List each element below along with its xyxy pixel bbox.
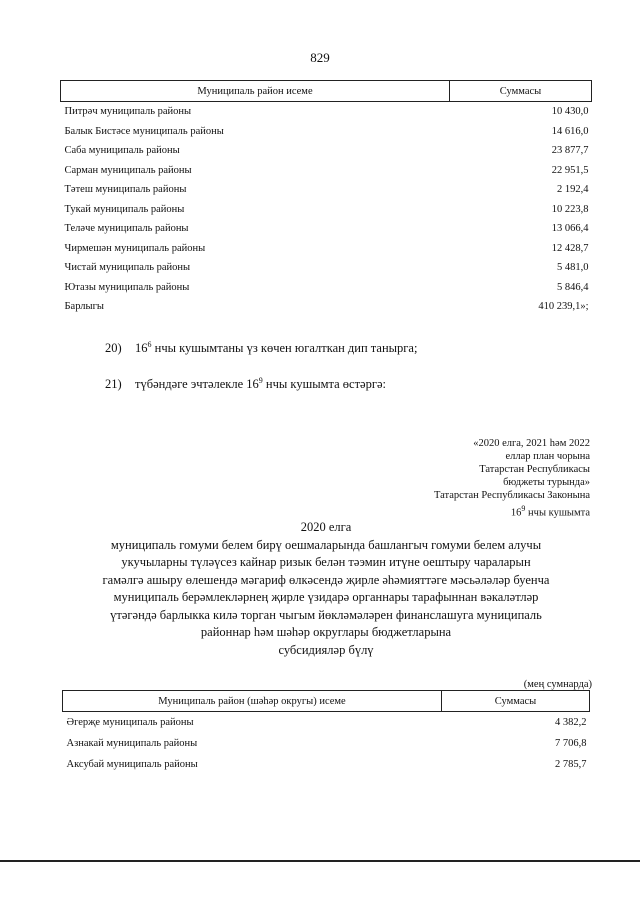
column-header-amount: Суммасы — [442, 691, 590, 712]
subsidy-table — [62, 690, 590, 775]
district-amount: 5 846,4 — [557, 281, 589, 293]
table-row — [61, 219, 592, 239]
district-name: Чирмешән муниципаль районы — [64, 242, 206, 254]
title-line: муниципаль берәмлекләрнең җирле үзидарә органнары тарафыннан вәкаләтләр — [113, 590, 539, 604]
note-line: Татарстан Республикасы Законына — [433, 490, 590, 501]
note-text-end: нчы кушымта — [525, 507, 590, 519]
total-label: Барлыгы — [64, 301, 104, 313]
table-header-row — [63, 691, 590, 712]
district-name: Саба муниципаль районы — [64, 145, 180, 157]
note-line — [434, 502, 590, 520]
table-header-row — [61, 81, 592, 102]
item-text-end: нчы кушымта өстәргә: — [262, 377, 386, 392]
units-label: (мең сумнарда) — [523, 679, 592, 690]
district-amount: 12 428,7 — [551, 242, 589, 254]
district-amount: 13 066,4 — [551, 223, 589, 235]
item-number: 21) — [105, 377, 122, 392]
district-name: Ютазы муниципаль районы — [64, 281, 190, 293]
column-header-name: Муниципаль район исеме — [61, 81, 450, 102]
item-text-start: түбәндәге эчтәлекле 16 — [135, 377, 259, 392]
district-amount: 10 223,8 — [551, 203, 589, 215]
district-name: Питрәч муниципаль районы — [64, 106, 192, 118]
title-line: муниципаль гомуми белем бирү оешмаларында башлангыч гомуми белем алучы — [110, 537, 542, 552]
district-name: Аксубай муниципаль районы — [66, 759, 198, 770]
subsidy-table-continued — [60, 80, 592, 317]
title-line: гамәлгә ашыру өлешендә мәгариф өлкәсендә җирле әһәмияттәге мәсьәләләр буенча — [102, 572, 550, 587]
note-superscript: 9 — [521, 504, 526, 513]
district-amount: 4 382,2 — [555, 717, 587, 728]
table-row — [61, 258, 592, 278]
column-header-amount: Суммасы — [450, 81, 592, 102]
title-line: субсидияләр бүлү — [278, 642, 374, 657]
item-20 — [105, 340, 417, 356]
table-row — [63, 733, 590, 754]
district-amount: 7 706,8 — [555, 738, 587, 749]
table-row — [63, 754, 590, 775]
table-row — [61, 102, 592, 122]
district-name: Сарман муниципаль районы — [64, 164, 192, 176]
title-line: укучыларны түләүсез кайнар ризык белән тәэмин итүне оештыру чараларын — [121, 555, 531, 569]
item-superscript: 9 — [258, 376, 263, 385]
district-amount: 23 877,7 — [551, 145, 589, 157]
district-name: Тукай муниципаль районы — [64, 203, 185, 215]
district-name: Әгерҗе муниципаль районы — [66, 717, 194, 728]
district-name: Балык Бистәсе муниципаль районы — [64, 125, 224, 137]
title-line: 2020 елга — [300, 520, 352, 534]
title-line: үтәгәндә барлыкка килә торган чыгым йөкләмәләрен финанслашуга муниципаль — [110, 607, 542, 622]
appendix-note — [434, 437, 590, 520]
item-text-end: нчы кушымтаны үз көчен югалткан дип танырга; — [151, 341, 418, 356]
district-amount: 5 481,0 — [557, 262, 589, 274]
appendix-title — [60, 519, 592, 659]
item-superscript: 6 — [147, 340, 152, 349]
district-name: Чистай муниципаль районы — [64, 262, 191, 274]
title-line: районнар һәм шәһәр округлары бюджетларына — [200, 625, 452, 639]
table-row — [61, 161, 592, 181]
bottom-rule — [0, 860, 640, 862]
district-amount: 10 430,0 — [551, 106, 589, 118]
item-text-start: 16 — [135, 341, 148, 356]
note-line: «2020 елга, 2021 һәм 2022 — [473, 438, 590, 449]
table-row — [61, 141, 592, 161]
table-row — [61, 239, 592, 259]
total-amount: 410 239,1»; — [538, 301, 589, 313]
item-21 — [105, 376, 386, 392]
district-name: Азнакай муниципаль районы — [66, 738, 198, 749]
district-amount: 2 785,7 — [555, 759, 587, 770]
district-amount: 2 192,4 — [557, 184, 589, 196]
note-line: еллар план чорына — [505, 451, 590, 462]
table-row — [61, 278, 592, 298]
note-text-start: 16 — [510, 507, 522, 519]
column-header-name: Муниципаль район (шәһәр округы) исеме — [63, 691, 442, 712]
district-amount: 22 951,5 — [551, 164, 589, 176]
note-line: Татарстан Республикасы — [479, 464, 590, 475]
table-row — [63, 712, 590, 734]
note-line: бюджеты турында» — [503, 477, 590, 488]
table-row — [61, 200, 592, 220]
table-row — [61, 180, 592, 200]
item-number: 20) — [105, 341, 122, 356]
table-row — [61, 122, 592, 142]
table-total-row — [61, 297, 592, 317]
district-amount: 14 616,0 — [551, 125, 589, 137]
district-name: Тәтеш муниципаль районы — [64, 184, 187, 196]
page-number: 829 — [310, 50, 330, 65]
district-name: Теләче муниципаль районы — [64, 223, 189, 235]
